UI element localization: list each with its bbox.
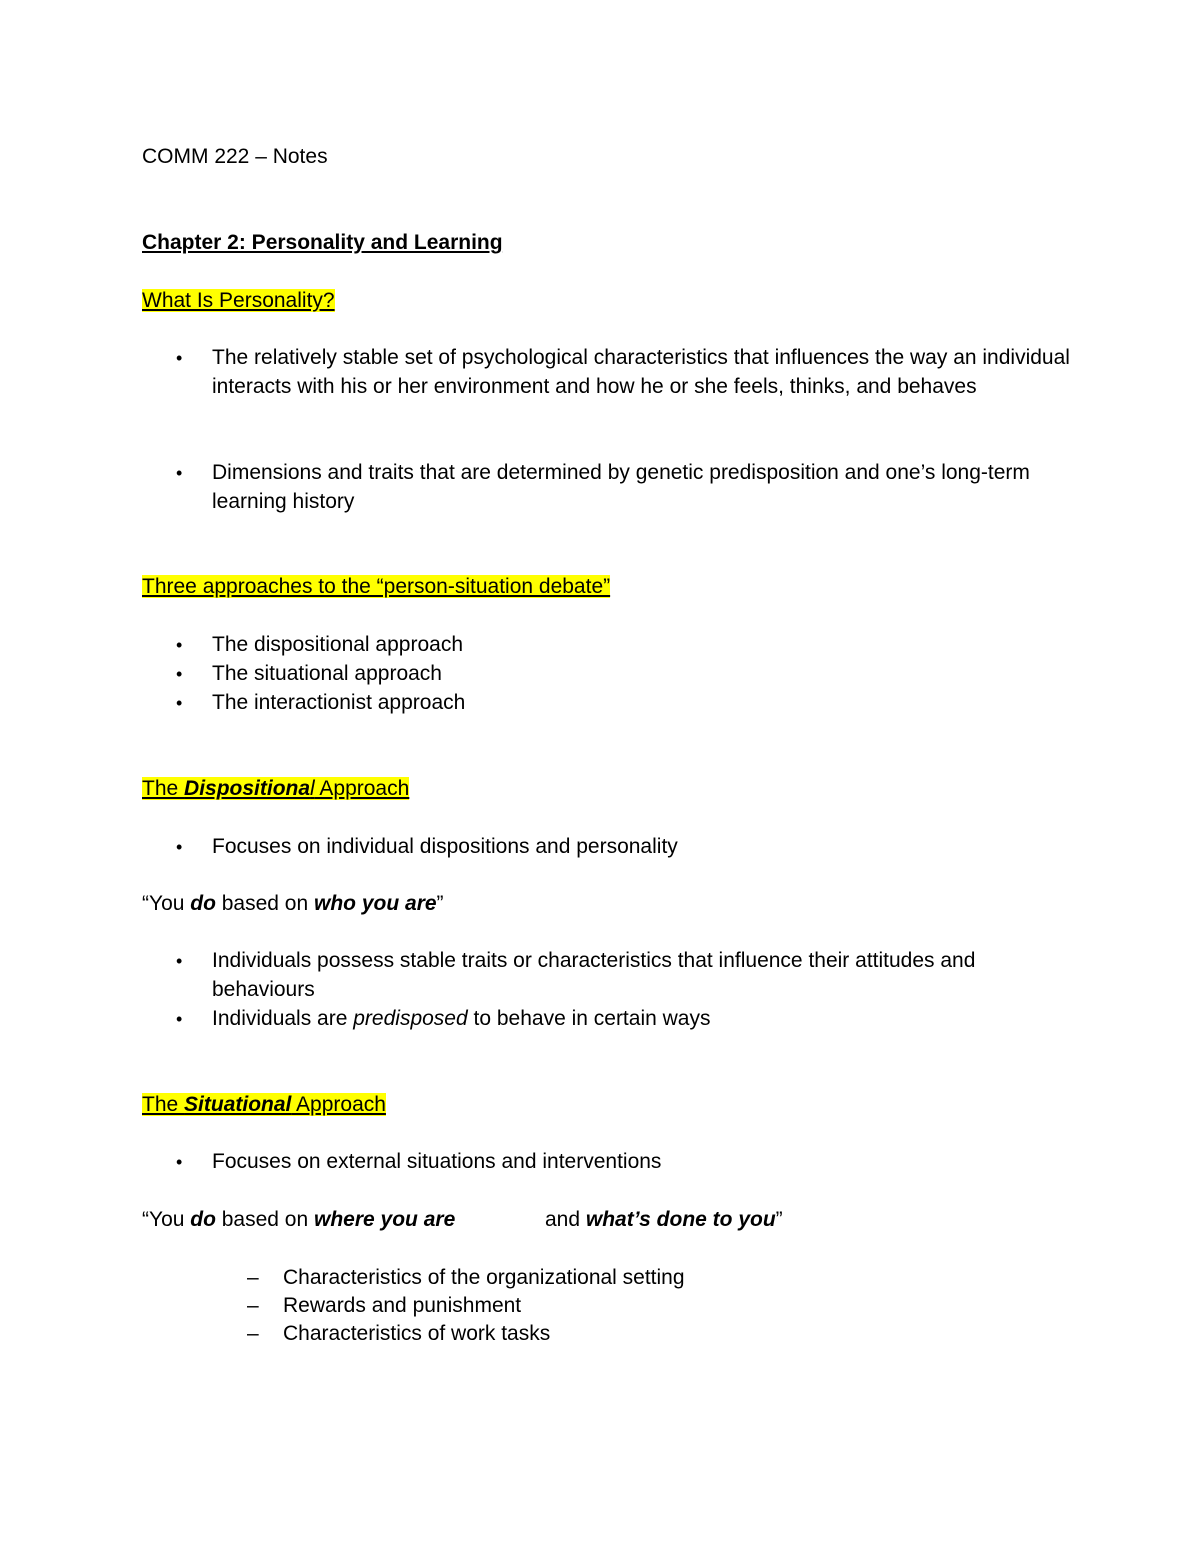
- course-title: COMM 222 – Notes: [142, 145, 328, 168]
- bullet-marker: •: [176, 1009, 183, 1029]
- bullet-marker: •: [176, 463, 183, 483]
- bullet-marker: •: [176, 951, 183, 971]
- bullet-marker: •: [176, 348, 183, 368]
- quote-dispositional: “You do based on who you are”: [142, 892, 444, 915]
- bullet-marker: •: [176, 664, 183, 684]
- list-item: Individuals are predisposed to behave in certain ways: [212, 1007, 711, 1030]
- list-item: The relatively stable set of psychological characteristics that influences the way an individual interacts with his or her environment and how he or she feels, thinks, and behaves: [212, 346, 1070, 398]
- list-item: Individuals possess stable traits or characteristics that influence their attitudes and behaviours: [212, 949, 976, 1001]
- sub-list-item: Characteristics of work tasks: [283, 1322, 551, 1345]
- section-heading-approaches: Three approaches to the “person-situation debate”: [142, 575, 611, 598]
- section-heading-dispositional: The Dispositional Approach: [142, 777, 410, 800]
- list-item: The interactionist approach: [212, 691, 466, 714]
- list-item: Dimensions and traits that are determined by genetic predisposition and one’s long-term learning history: [212, 461, 1030, 513]
- list-item: Focuses on external situations and interventions: [212, 1150, 662, 1173]
- list-item: Focuses on individual dispositions and personality: [212, 835, 678, 858]
- sub-list-item: Characteristics of the organizational setting: [283, 1266, 685, 1289]
- list-item: The dispositional approach: [212, 633, 463, 656]
- section-heading-personality: What Is Personality?: [142, 289, 335, 312]
- dash-marker: –: [247, 1266, 259, 1289]
- quote-situational: “You do based on where you are: [142, 1208, 456, 1231]
- bullet-marker: •: [176, 635, 183, 655]
- bullet-marker: •: [176, 693, 183, 713]
- chapter-title: Chapter 2: Personality and Learning: [142, 231, 503, 254]
- bullet-marker: •: [176, 1152, 183, 1172]
- sub-list-item: Rewards and punishment: [283, 1294, 522, 1317]
- dash-marker: –: [247, 1322, 259, 1345]
- dash-marker: –: [247, 1294, 259, 1317]
- quote-situational-tail: and what’s done to you”: [545, 1208, 783, 1231]
- list-item: The situational approach: [212, 662, 442, 685]
- section-heading-situational: The Situational Approach: [142, 1093, 386, 1116]
- bullet-marker: •: [176, 837, 183, 857]
